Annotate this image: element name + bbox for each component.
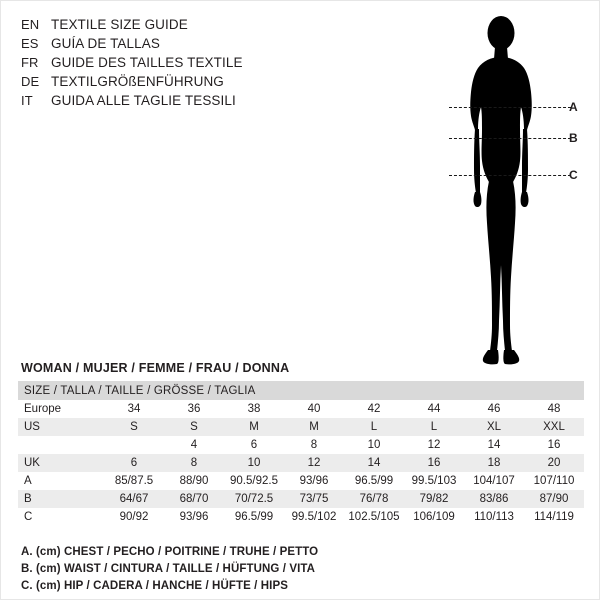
cell: 88/90 xyxy=(164,472,224,490)
table-row xyxy=(18,418,584,436)
language-code: FR xyxy=(21,55,39,70)
cell: 85/87.5 xyxy=(104,472,164,490)
cell: 8 xyxy=(164,454,224,472)
note-chest: A. (cm) CHEST / PECHO / POITRINE / TRUHE / PETTO xyxy=(21,546,319,558)
table-header-label: SIZE / TALLA / TAILLE / GRÖSSE / TAGLIA xyxy=(18,381,584,400)
size-table-container xyxy=(18,381,584,526)
row-label-uk: UK xyxy=(18,454,104,472)
cell: S xyxy=(104,418,164,436)
cell: 20 xyxy=(524,454,584,472)
table-row xyxy=(18,472,584,490)
measure-line-c xyxy=(449,175,571,176)
cell: 34 xyxy=(104,400,164,418)
cell: 64/67 xyxy=(104,490,164,508)
row-label-a: A xyxy=(18,472,104,490)
cell: 104/107 xyxy=(464,472,524,490)
table-row xyxy=(18,490,584,508)
cell: 83/86 xyxy=(464,490,524,508)
cell: 99.5/102 xyxy=(284,508,344,526)
cell: 96.5/99 xyxy=(224,508,284,526)
woman-section-heading: WOMAN / MUJER / FEMME / FRAU / DONNA xyxy=(21,361,290,375)
cell: 93/96 xyxy=(284,472,344,490)
cell: 44 xyxy=(404,400,464,418)
language-title: TEXTILE SIZE GUIDE xyxy=(51,17,188,32)
note-hip: C. (cm) HIP / CADERA / HANCHE / HÜFTE / HIPS xyxy=(21,580,289,592)
table-row xyxy=(18,454,584,472)
cell: 40 xyxy=(284,400,344,418)
cell: 87/90 xyxy=(524,490,584,508)
row-label-europe: Europe xyxy=(18,400,104,418)
row-label-b: B xyxy=(18,490,104,508)
row-label-c: C xyxy=(18,508,104,526)
table-header-row xyxy=(18,381,584,400)
cell: 42 xyxy=(344,400,404,418)
cell: 18 xyxy=(464,454,524,472)
cell: 6 xyxy=(104,454,164,472)
cell: 48 xyxy=(524,400,584,418)
language-code: DE xyxy=(21,74,40,89)
cell: 14 xyxy=(464,436,524,454)
cell: 38 xyxy=(224,400,284,418)
cell: 70/72.5 xyxy=(224,490,284,508)
language-code: IT xyxy=(21,93,33,108)
language-row xyxy=(21,93,321,112)
cell: L xyxy=(404,418,464,436)
cell: 107/110 xyxy=(524,472,584,490)
cell: 16 xyxy=(404,454,464,472)
language-code: ES xyxy=(21,36,39,51)
cell: 68/70 xyxy=(164,490,224,508)
measure-label-c: C xyxy=(569,168,578,182)
cell: 12 xyxy=(404,436,464,454)
measure-line-a xyxy=(449,107,571,108)
cell: 96.5/99 xyxy=(344,472,404,490)
language-row xyxy=(21,74,321,93)
measurement-notes xyxy=(21,544,581,595)
cell: 10 xyxy=(224,454,284,472)
measure-label-a: A xyxy=(569,100,578,114)
woman-body-silhouette-icon xyxy=(441,9,561,374)
cell: 6 xyxy=(224,436,284,454)
cell: M xyxy=(224,418,284,436)
language-title: GUIDE DES TAILLES TEXTILE xyxy=(51,55,243,70)
cell: XL xyxy=(464,418,524,436)
language-title: GUIDA ALLE TAGLIE TESSILI xyxy=(51,93,236,108)
cell: 93/96 xyxy=(164,508,224,526)
cell: 110/113 xyxy=(464,508,524,526)
size-table xyxy=(18,381,584,526)
cell: 99.5/103 xyxy=(404,472,464,490)
language-row xyxy=(21,36,321,55)
table-row xyxy=(18,508,584,526)
measure-line-b xyxy=(449,138,571,139)
female-silhouette-figure xyxy=(421,9,591,374)
cell: M xyxy=(284,418,344,436)
language-list xyxy=(21,17,321,112)
cell: 90.5/92.5 xyxy=(224,472,284,490)
cell: 73/75 xyxy=(284,490,344,508)
cell: 76/78 xyxy=(344,490,404,508)
language-row xyxy=(21,17,321,36)
cell: 36 xyxy=(164,400,224,418)
table-row xyxy=(18,436,584,454)
cell: S xyxy=(164,418,224,436)
cell xyxy=(104,436,164,454)
cell: 114/119 xyxy=(524,508,584,526)
cell: 12 xyxy=(284,454,344,472)
row-label-us: US xyxy=(18,418,104,436)
language-title: TEXTILGRÖßENFÜHRUNG xyxy=(51,74,224,89)
language-code: EN xyxy=(21,17,40,32)
cell: XXL xyxy=(524,418,584,436)
language-title: GUÍA DE TALLAS xyxy=(51,36,160,51)
cell: 79/82 xyxy=(404,490,464,508)
cell: 90/92 xyxy=(104,508,164,526)
language-row xyxy=(21,55,321,74)
cell: 46 xyxy=(464,400,524,418)
cell: 10 xyxy=(344,436,404,454)
cell: 4 xyxy=(164,436,224,454)
cell: 106/109 xyxy=(404,508,464,526)
cell: 102.5/105 xyxy=(344,508,404,526)
cell: 14 xyxy=(344,454,404,472)
cell: 8 xyxy=(284,436,344,454)
cell: 16 xyxy=(524,436,584,454)
measure-label-b: B xyxy=(569,131,578,145)
note-waist: B. (cm) WAIST / CINTURA / TAILLE / HÜFTUNG / VITA xyxy=(21,563,316,575)
table-row xyxy=(18,400,584,418)
row-label-us-numeric xyxy=(18,436,104,454)
cell: L xyxy=(344,418,404,436)
